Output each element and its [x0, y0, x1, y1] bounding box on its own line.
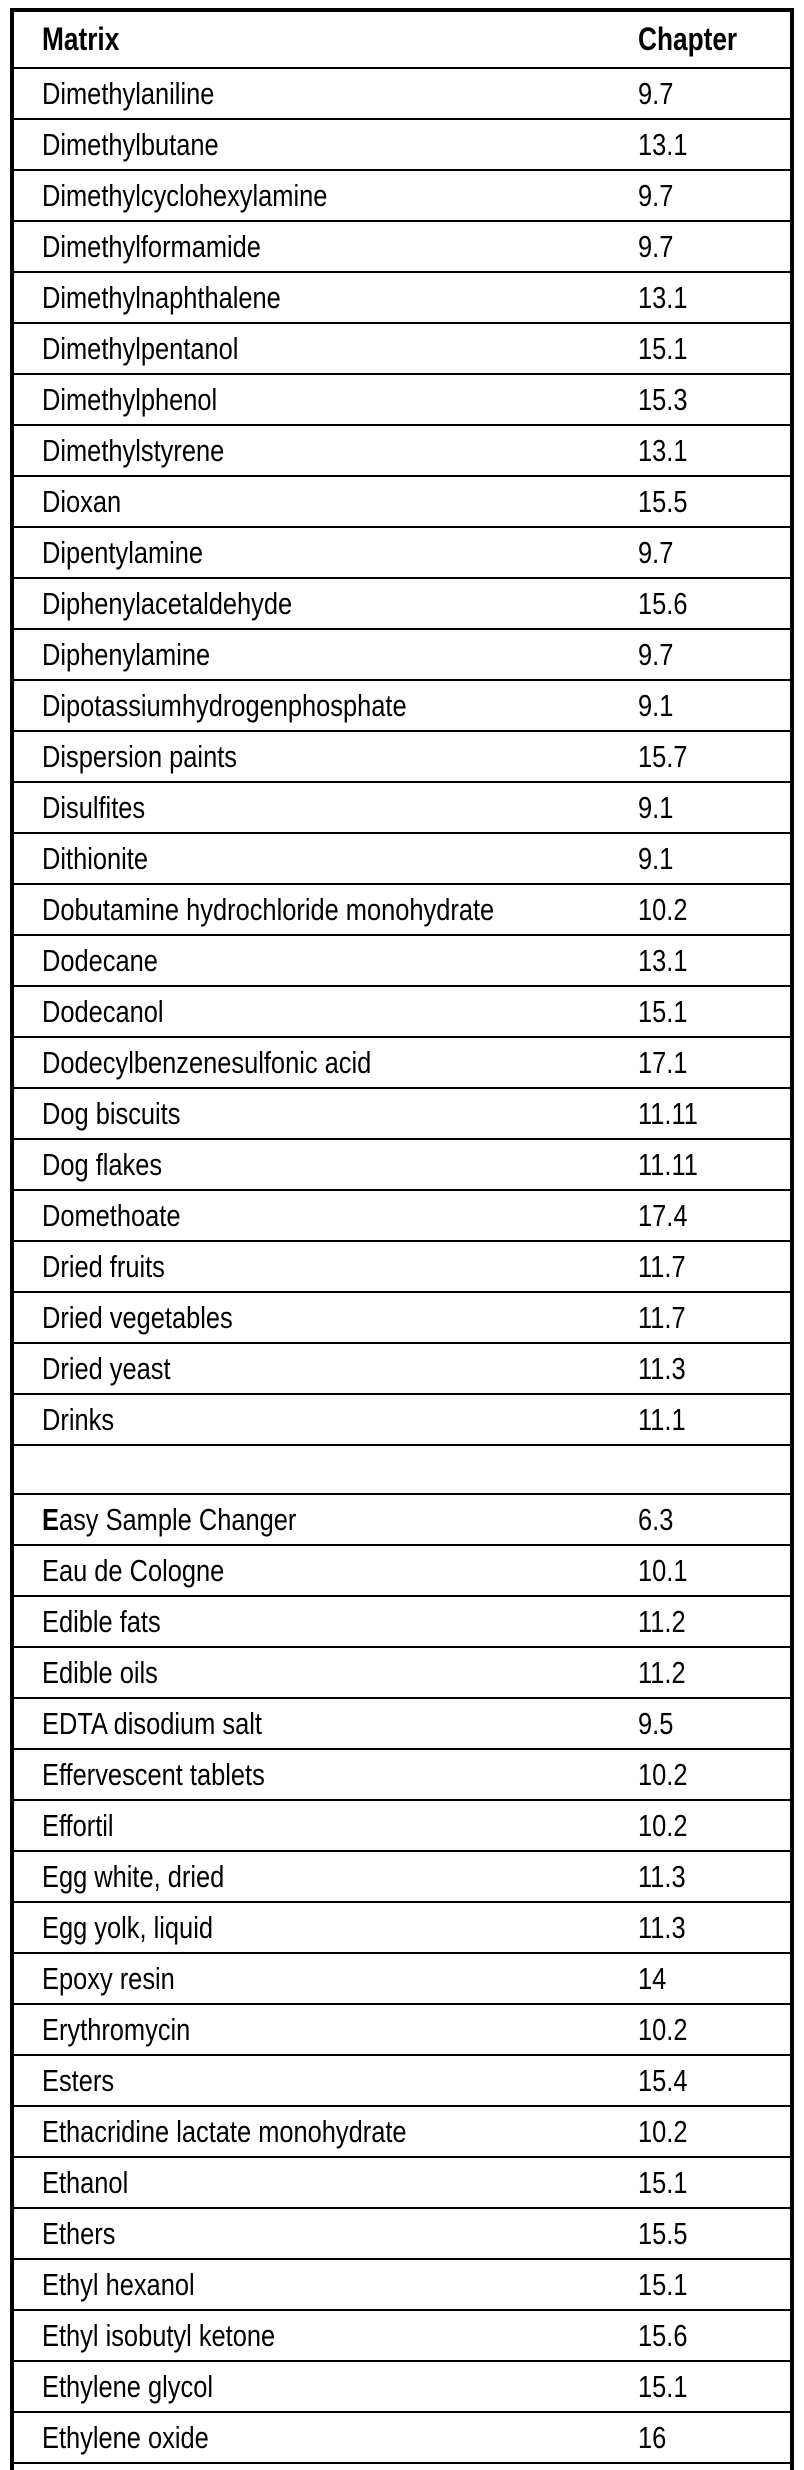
matrix-cell — [14, 833, 622, 884]
chapter-cell — [622, 374, 790, 425]
table-row — [14, 2259, 790, 2310]
table-row — [14, 1190, 790, 1241]
table-row — [14, 2412, 790, 2463]
matrix-text: Dimethylpentanol — [42, 331, 239, 366]
chapter-text: 9.1 — [638, 688, 674, 723]
table-header-row — [14, 12, 790, 68]
chapter-text: 11.3 — [638, 1859, 686, 1894]
chapter-text: 13.1 — [638, 433, 688, 468]
matrix-cell — [14, 2310, 622, 2361]
chapter-header-label: Chapter — [638, 21, 738, 57]
chapter-text: 9.1 — [638, 841, 674, 876]
chapter-cell — [622, 425, 790, 476]
chapter-cell — [622, 1494, 790, 1545]
chapter-cell — [622, 1596, 790, 1647]
section-spacer-row — [14, 1445, 790, 1494]
chapter-text: 11.11 — [638, 1147, 698, 1182]
chapter-cell — [622, 68, 790, 119]
table-row — [14, 221, 790, 272]
chapter-text: 9.7 — [638, 178, 674, 213]
chapter-cell — [622, 2157, 790, 2208]
chapter-cell — [622, 1139, 790, 1190]
table-row — [14, 1037, 790, 1088]
chapter-text: 6.3 — [638, 1502, 674, 1537]
matrix-text: Dimethylaniline — [42, 76, 215, 111]
chapter-text: 17.1 — [638, 1045, 688, 1080]
chapter-cell — [622, 1851, 790, 1902]
matrix-cell — [14, 2055, 622, 2106]
table-row — [14, 1698, 790, 1749]
table-row — [14, 2004, 790, 2055]
chapter-cell — [622, 986, 790, 1037]
table-row — [14, 1749, 790, 1800]
matrix-cell — [14, 2208, 622, 2259]
matrix-cell — [14, 2106, 622, 2157]
chapter-cell — [622, 1800, 790, 1851]
chapter-cell — [622, 2310, 790, 2361]
matrix-text: Esters — [42, 2063, 115, 2098]
table-row — [14, 323, 790, 374]
table-row — [14, 578, 790, 629]
table-row — [14, 425, 790, 476]
spacer-cell — [622, 1445, 790, 1494]
matrix-cell — [14, 1749, 622, 1800]
chapter-text: 15.1 — [638, 331, 688, 366]
chapter-text: 15.3 — [638, 382, 688, 417]
chapter-cell — [622, 578, 790, 629]
chapter-cell — [622, 1698, 790, 1749]
chapter-text: 10.1 — [638, 1553, 688, 1588]
matrix-cell — [14, 731, 622, 782]
matrix-text: Dimethylstyrene — [42, 433, 225, 468]
chapter-cell — [622, 221, 790, 272]
chapter-cell — [622, 782, 790, 833]
chapter-text: 10.2 — [638, 1808, 688, 1843]
chapter-cell — [622, 2055, 790, 2106]
matrix-text: Ethylene oxide — [42, 2420, 209, 2455]
table-row — [14, 1088, 790, 1139]
matrix-cell — [14, 1394, 622, 1445]
chapter-cell — [622, 731, 790, 782]
matrix-cell — [14, 374, 622, 425]
chapter-text: 9.7 — [638, 535, 674, 570]
chapter-cell — [622, 1394, 790, 1445]
matrix-text: Ethyl isobutyl ketone — [42, 2318, 276, 2353]
matrix-text: Dodecane — [42, 943, 158, 978]
matrix-cell — [14, 476, 622, 527]
matrix-cell — [14, 2259, 622, 2310]
matrix-cell — [14, 1241, 622, 1292]
chapter-cell — [622, 272, 790, 323]
chapter-text: 11.7 — [638, 1300, 686, 1335]
chapter-cell — [622, 935, 790, 986]
chapter-cell — [622, 1647, 790, 1698]
chapter-cell — [622, 1545, 790, 1596]
chapter-cell — [622, 2004, 790, 2055]
table-row — [14, 2310, 790, 2361]
table-row — [14, 833, 790, 884]
matrix-text: Diphenylamine — [42, 637, 211, 672]
section-gap — [14, 1445, 790, 1494]
e-section-rows — [14, 1545, 790, 2463]
matrix-text: Dimethylnaphthalene — [42, 280, 281, 315]
chapter-cell — [622, 629, 790, 680]
chapter-text: 11.1 — [638, 1402, 686, 1437]
chapter-text: 15.1 — [638, 994, 688, 1029]
chapter-text: 13.1 — [638, 943, 688, 978]
matrix-cell — [14, 170, 622, 221]
matrix-text: Ethylene glycol — [42, 2369, 213, 2404]
matrix-cell — [14, 119, 622, 170]
chapter-cell — [622, 119, 790, 170]
table-row — [14, 2055, 790, 2106]
chapter-cell — [622, 1749, 790, 1800]
matrix-text: Egg white, dried — [42, 1859, 225, 1894]
d-section — [14, 68, 790, 1445]
matrix-text: Diphenylacetaldehyde — [42, 586, 293, 621]
table-row — [14, 1953, 790, 2004]
table-row — [14, 1596, 790, 1647]
chapter-text: 16 — [638, 2420, 667, 2455]
chapter-text: 17.4 — [638, 1198, 688, 1233]
matrix-cell — [14, 1647, 622, 1698]
matrix-text: Egg yolk, liquid — [42, 1910, 213, 1945]
matrix-index-page — [10, 8, 794, 2470]
chapter-cell — [622, 1902, 790, 1953]
matrix-text: Dobutamine hydrochloride monohydrate — [42, 892, 495, 927]
matrix-text: Dodecylbenzenesulfonic acid — [42, 1045, 372, 1080]
chapter-cell — [622, 170, 790, 221]
matrix-text: Dimethylformamide — [42, 229, 261, 264]
matrix-text-rest: asy Sample Changer — [58, 1502, 297, 1537]
matrix-text: Dried yeast — [42, 1351, 171, 1386]
chapter-text: 13.1 — [638, 127, 688, 162]
chapter-text: 10.2 — [638, 1757, 688, 1792]
matrix-cell — [14, 1953, 622, 2004]
matrix-column-header — [14, 12, 622, 68]
table-row — [14, 68, 790, 119]
chapter-cell — [622, 1953, 790, 2004]
matrix-text: Dog biscuits — [42, 1096, 181, 1131]
matrix-text: Effervescent tablets — [42, 1757, 265, 1792]
matrix-cell — [14, 1800, 622, 1851]
table-row — [14, 272, 790, 323]
chapter-text: 15.6 — [638, 586, 688, 621]
chapter-text: 9.1 — [638, 790, 674, 825]
table-row — [14, 1394, 790, 1445]
matrix-text: Eau de Cologne — [42, 1553, 225, 1588]
chapter-cell — [622, 476, 790, 527]
matrix-cell — [14, 986, 622, 1037]
matrix-cell — [14, 323, 622, 374]
chapter-cell — [622, 833, 790, 884]
chapter-text: 11.11 — [638, 1096, 698, 1131]
table-row — [14, 1343, 790, 1394]
matrix-cell — [14, 68, 622, 119]
matrix-text: Dodecanol — [42, 994, 164, 1029]
table-row — [14, 2208, 790, 2259]
matrix-chapter-table — [14, 12, 790, 2464]
table-row — [14, 2106, 790, 2157]
matrix-text — [42, 1495, 296, 1544]
matrix-text: Edible fats — [42, 1604, 161, 1639]
section-initial-letter: E — [42, 1502, 59, 1537]
chapter-text: 11.2 — [638, 1604, 686, 1639]
matrix-text: Effortil — [42, 1808, 114, 1843]
chapter-text: 11.2 — [638, 1655, 686, 1690]
chapter-text: 15.5 — [638, 2216, 688, 2251]
chapter-cell — [622, 2106, 790, 2157]
matrix-text: Dimethylcyclohexylamine — [42, 178, 328, 213]
chapter-text: 14 — [638, 1961, 667, 1996]
matrix-text: Ethyl hexanol — [42, 2267, 195, 2302]
matrix-text: Dimethylbutane — [42, 127, 219, 162]
table-row — [14, 986, 790, 1037]
matrix-cell — [14, 1545, 622, 1596]
chapter-column-header — [622, 12, 790, 68]
chapter-text: 15.7 — [638, 739, 688, 774]
matrix-cell — [14, 935, 622, 986]
chapter-cell — [622, 2361, 790, 2412]
matrix-text: Ethers — [42, 2216, 116, 2251]
matrix-cell — [14, 1139, 622, 1190]
matrix-cell — [14, 425, 622, 476]
matrix-cell — [14, 782, 622, 833]
chapter-text: 15.1 — [638, 2369, 688, 2404]
chapter-text: 15.1 — [638, 2165, 688, 2200]
matrix-cell — [14, 2004, 622, 2055]
chapter-text: 11.7 — [638, 1249, 686, 1284]
matrix-text: Dimethylphenol — [42, 382, 218, 417]
matrix-cell — [14, 221, 622, 272]
chapter-cell — [622, 2259, 790, 2310]
table-row — [14, 374, 790, 425]
matrix-cell — [14, 1190, 622, 1241]
table-row — [14, 935, 790, 986]
matrix-text: Dipotassiumhydrogenphosphate — [42, 688, 407, 723]
table-row — [14, 1139, 790, 1190]
matrix-cell — [14, 1037, 622, 1088]
matrix-cell — [14, 680, 622, 731]
matrix-text: EDTA disodium salt — [42, 1706, 262, 1741]
matrix-cell — [14, 2157, 622, 2208]
matrix-cell — [14, 527, 622, 578]
chapter-text: 9.7 — [638, 76, 674, 111]
chapter-text: 15.5 — [638, 484, 688, 519]
matrix-text: Dog flakes — [42, 1147, 163, 1182]
matrix-cell — [14, 1851, 622, 1902]
table-row — [14, 782, 790, 833]
table-row — [14, 629, 790, 680]
table-row — [14, 680, 790, 731]
matrix-cell — [14, 1596, 622, 1647]
matrix-text: Domethoate — [42, 1198, 181, 1233]
table-row — [14, 1800, 790, 1851]
matrix-cell — [14, 2412, 622, 2463]
table-row — [14, 884, 790, 935]
matrix-text: Dried fruits — [42, 1249, 165, 1284]
chapter-cell — [622, 884, 790, 935]
chapter-text: 9.5 — [638, 1706, 674, 1741]
chapter-text: 10.2 — [638, 2114, 688, 2149]
table-row — [14, 1851, 790, 1902]
chapter-text: 11.3 — [638, 1351, 686, 1386]
table-row — [14, 731, 790, 782]
table-row — [14, 1902, 790, 1953]
table-row — [14, 1545, 790, 1596]
table-row — [14, 527, 790, 578]
matrix-text: Erythromycin — [42, 2012, 191, 2047]
matrix-text: Dioxan — [42, 484, 122, 519]
chapter-text: 15.1 — [638, 2267, 688, 2302]
matrix-text: Ethanol — [42, 2165, 129, 2200]
table-row — [14, 1241, 790, 1292]
table-row — [14, 476, 790, 527]
matrix-cell — [14, 578, 622, 629]
matrix-text: Dipentylamine — [42, 535, 204, 570]
spacer-cell — [14, 1445, 622, 1494]
chapter-text: 15.4 — [638, 2063, 688, 2098]
table-row — [14, 2361, 790, 2412]
chapter-cell — [622, 1088, 790, 1139]
matrix-cell — [14, 629, 622, 680]
matrix-text: Dried vegetables — [42, 1300, 233, 1335]
matrix-text: Epoxy resin — [42, 1961, 175, 1996]
chapter-cell — [622, 1241, 790, 1292]
e-section — [14, 1494, 790, 1545]
matrix-cell — [14, 1494, 622, 1545]
table-row — [14, 2157, 790, 2208]
chapter-cell — [622, 2412, 790, 2463]
chapter-text: 15.6 — [638, 2318, 688, 2353]
matrix-text: Dithionite — [42, 841, 148, 876]
chapter-text: 10.2 — [638, 2012, 688, 2047]
matrix-cell — [14, 2361, 622, 2412]
chapter-cell — [622, 680, 790, 731]
matrix-header-label: Matrix — [42, 21, 120, 57]
matrix-text: Ethacridine lactate monohydrate — [42, 2114, 407, 2149]
matrix-cell — [14, 884, 622, 935]
matrix-text: Disulfites — [42, 790, 146, 825]
matrix-text: Dispersion paints — [42, 739, 237, 774]
matrix-cell — [14, 272, 622, 323]
table-row — [14, 119, 790, 170]
matrix-text: Edible oils — [42, 1655, 158, 1690]
chapter-text: 9.7 — [638, 637, 674, 672]
chapter-cell — [622, 323, 790, 374]
chapter-text: 10.2 — [638, 892, 688, 927]
chapter-cell — [622, 1190, 790, 1241]
table-row — [14, 1292, 790, 1343]
chapter-cell — [622, 1343, 790, 1394]
chapter-cell — [622, 2208, 790, 2259]
chapter-text: 13.1 — [638, 280, 688, 315]
table-row — [14, 170, 790, 221]
table-row — [14, 1647, 790, 1698]
chapter-cell — [622, 1037, 790, 1088]
chapter-text: 11.3 — [638, 1910, 686, 1945]
chapter-cell — [622, 1292, 790, 1343]
matrix-cell — [14, 1088, 622, 1139]
matrix-cell — [14, 1343, 622, 1394]
table-row — [14, 1494, 790, 1545]
matrix-text: Drinks — [42, 1402, 115, 1437]
matrix-cell — [14, 1698, 622, 1749]
chapter-text: 9.7 — [638, 229, 674, 264]
matrix-cell — [14, 1902, 622, 1953]
matrix-cell — [14, 1292, 622, 1343]
chapter-cell — [622, 527, 790, 578]
